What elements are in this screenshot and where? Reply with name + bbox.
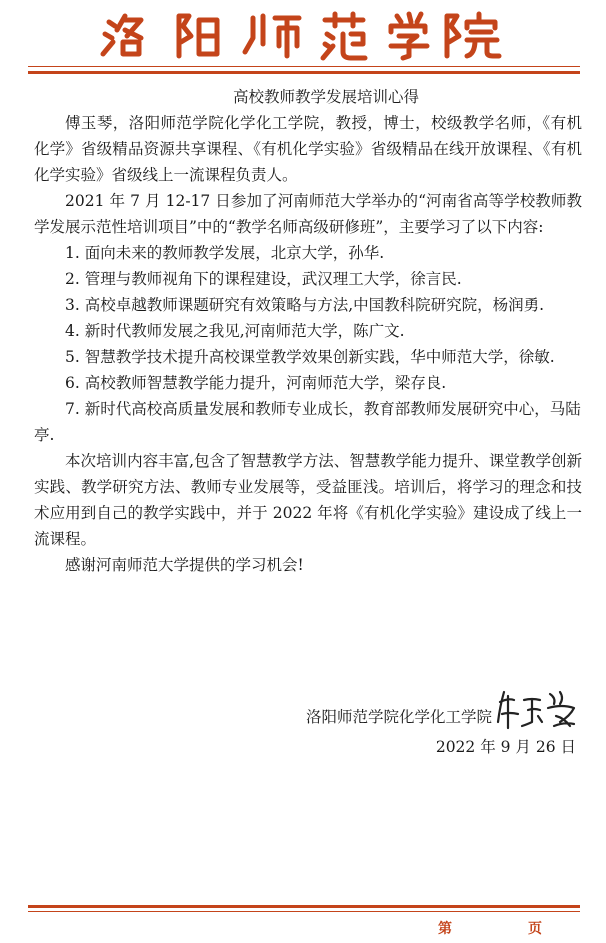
thanks-paragraph: 感谢河南师范大学提供的学习机会! <box>65 556 304 574</box>
list-item: 2. 管理与教师视角下的课程建设，武汉理工大学，徐言民. <box>65 270 462 288</box>
document-title: 高校教师教学发展培训心得 <box>232 88 419 106</box>
document-body <box>34 84 582 578</box>
list-item: 6. 高校教师智慧教学能力提升，河南师范大学，梁存良. <box>65 374 447 392</box>
intro-paragraph: 傅玉琴，洛阳师范学院化学化工学院，教授，博士，校级教学名师，《有机化学》省级精品资源共享课程、《有机化学实验》省级精品在线开放课程、《有机化学实验》省级线上一流课程负责人。 <box>34 114 582 184</box>
list-item: 7. 新时代高校高质量发展和教师专业成长，教育部教师发展研究中心，马陆亭. <box>34 400 581 444</box>
footer-rule-thin <box>28 911 580 912</box>
university-logo <box>95 8 515 64</box>
list-item: 5. 智慧教学技术提升高校课堂教学效果创新实践，华中师范大学，徐敏. <box>65 348 555 366</box>
list-item: 3. 高校卓越教师课题研究有效策略与方法,中国教科院研究院，杨润勇. <box>65 296 545 314</box>
page-label-suffix: 页 <box>528 921 542 937</box>
page-label-prefix: 第 <box>438 921 452 937</box>
letterhead <box>0 0 606 90</box>
logo-calligraphy-icon <box>95 8 515 64</box>
list-item: 1. 面向未来的教师教学发展，北京大学，孙华. <box>65 244 385 262</box>
header-rule-thin <box>28 66 580 67</box>
signature-date: 2022 年 9 月 26 日 <box>435 738 576 756</box>
header-rule-thick <box>28 71 580 74</box>
summary-paragraph: 本次培训内容丰富,包含了智慧教学方法、智慧教学能力提升、课堂教学创新实践、教学研究方法、教师专业发展等，受益匪浅。培训后，将学习的理念和技术应用到自己的教学实践中，并于 2022 年将《有机化学实验》建设成了线上一流课程。 <box>34 452 582 548</box>
handwritten-signature <box>494 686 580 732</box>
training-paragraph: 2021 年 7 月 12-17 日参加了河南师范大学举办的“河南省高等学校教师教学发展示范性培训项目”中的“教学名师高级研修班”，主要学习了以下内容: <box>34 192 582 236</box>
signature-organization: 洛阳师范学院化学化工学院 <box>305 708 492 726</box>
list-item: 4. 新时代教师发展之我见,河南师范大学，陈广文. <box>65 322 405 340</box>
footer-rule-thick <box>28 905 580 908</box>
